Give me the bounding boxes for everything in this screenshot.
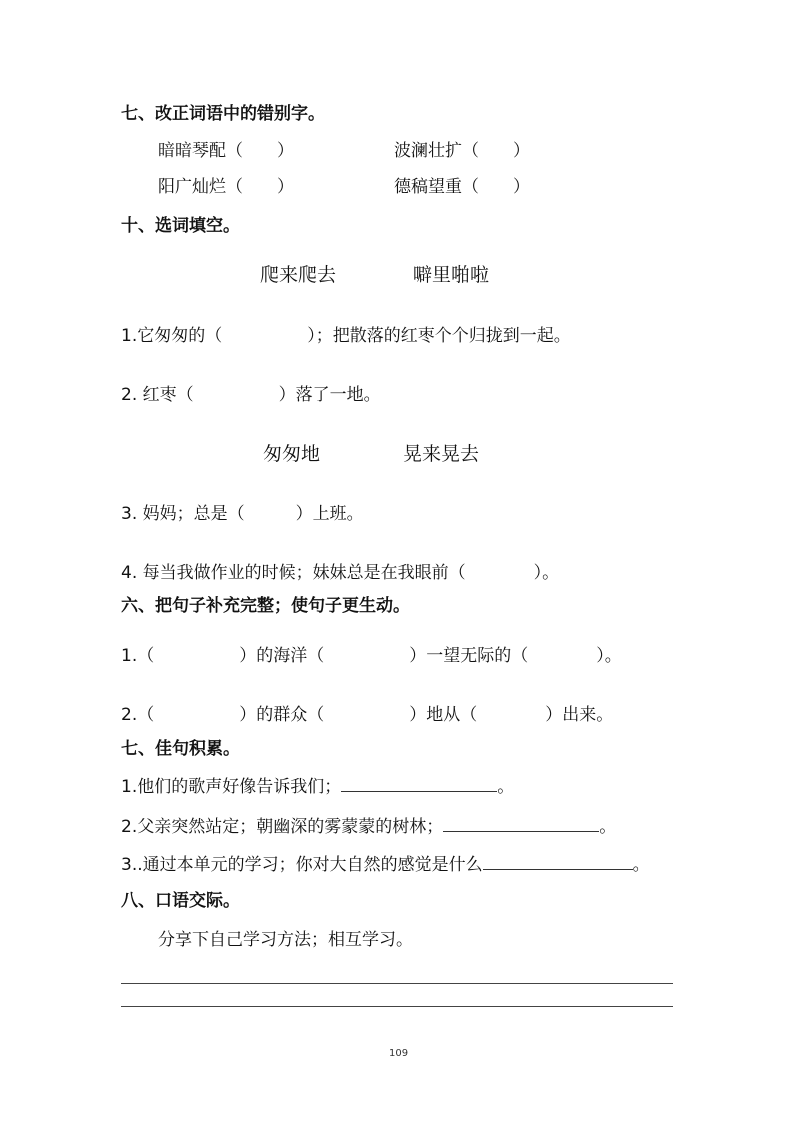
sentence-prompt: 2.父亲突然站定；朝幽深的雾蒙蒙的树林； [121, 817, 444, 837]
sentence-prompt: 3..通过本单元的学习；你对大自然的感觉是什么 [121, 855, 483, 875]
sentence-end: 。 [497, 777, 515, 797]
writing-line[interactable] [121, 983, 673, 984]
sentence-end: 。 [599, 817, 617, 837]
fill-question: 2. 红枣（ ）落了一地。 [121, 385, 381, 405]
section-heading-correct-typos: 七、改正词语中的错别字。 [121, 104, 325, 124]
fill-question: 4. 每当我做作业的时候；妹妹总是在我眼前（ ）。 [121, 563, 560, 583]
sentence-prompt: 1.他们的歌声好像告诉我们； [121, 777, 342, 797]
oral-prompt: 分享下自己学习方法；相互学习。 [158, 930, 413, 950]
answer-blank[interactable] [443, 817, 599, 832]
section-heading-complete-sentences: 六、把句子补充完整；使句子更生动。 [121, 596, 410, 616]
typo-item: 阳广灿烂（ ） [158, 177, 294, 197]
page-number: 109 [389, 1048, 409, 1059]
section-heading-fill-words: 十、选词填空。 [121, 216, 240, 236]
word-choice: 晃来晃去 [403, 443, 480, 465]
writing-line[interactable] [121, 1006, 673, 1007]
sentence-end: 。 [632, 855, 650, 875]
answer-blank[interactable] [483, 855, 633, 870]
word-choice: 噼里啪啦 [413, 264, 490, 286]
sentence-question: 1.（ ）的海洋（ ）一望无际的（ ）。 [121, 646, 622, 666]
sentence-accumulation-item [121, 855, 650, 874]
fill-question: 1.它匆匆的（ ）；把散落的红枣个个归拢到一起。 [121, 326, 571, 346]
fill-question: 3. 妈妈；总是（ ）上班。 [121, 504, 364, 524]
section-heading-oral-communication: 八、口语交际。 [121, 891, 240, 911]
sentence-question: 2.（ ）的群众（ ）地从（ ）出来。 [121, 705, 614, 725]
typo-item: 德稿望重（ ） [394, 177, 530, 197]
sentence-accumulation-item [121, 777, 514, 796]
word-choice: 匆匆地 [263, 443, 321, 465]
sentence-accumulation-item [121, 817, 616, 836]
word-choice: 爬来爬去 [260, 264, 337, 286]
answer-blank[interactable] [341, 777, 497, 792]
typo-item: 暗暗琴配（ ） [158, 141, 294, 161]
typo-item: 波澜壮扩（ ） [394, 141, 530, 161]
section-heading-good-sentences: 七、佳句积累。 [121, 739, 240, 759]
